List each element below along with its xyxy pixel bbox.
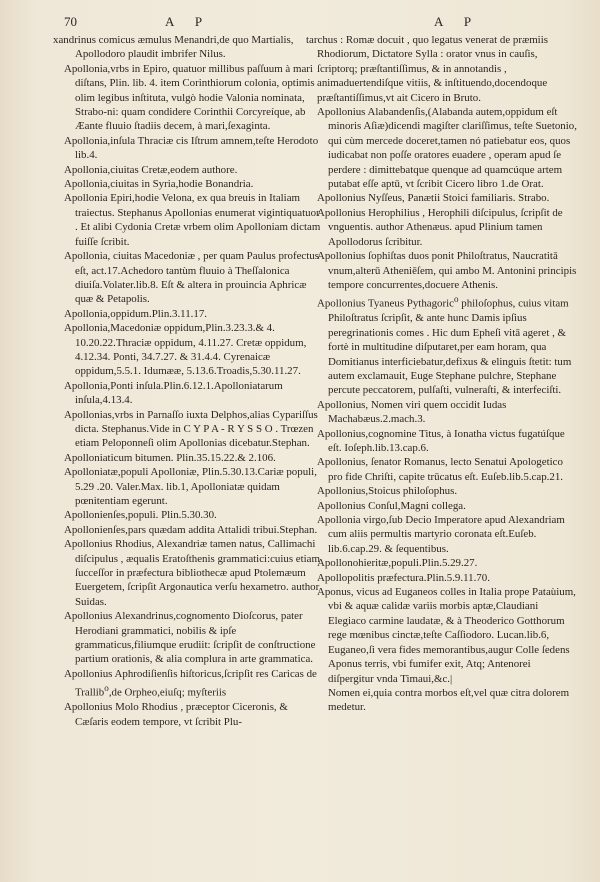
- dictionary-entry: Apollonia,ciuitas Cretæ,eodem authore.: [64, 163, 238, 176]
- dictionary-entry: Apollonius, Nomen viri quem occidit Iudas Machabæus.2.mach.3.: [317, 398, 507, 426]
- dictionary-entry: Apollonia,inſula Thraciæ cis Iſtrum amnem,teſte Herodoto lib.4.: [64, 134, 319, 162]
- page-number: 70: [64, 14, 77, 29]
- dictionary-entry: xandrinus comicus æmulus Menandri,de quo Martialis,: [53, 34, 294, 46]
- dictionary-entry: Apollonia Epiri,hodie Velona, ex qua breuis in Italiam traiectus. Stephanus Apollonias enumerat vigintiquatuor . Et alibi Cydonia Cretæ vrbem olim Apolloniam dictam fuiſſe ſcribit.: [64, 192, 321, 248]
- dictionary-entry: Apollonius Tyaneus Pythagoric$^o$ philoſophus, cuius vitam Philoſtratus ſcripſit, & ante hunc Damis ipſius peregrinationis comes . Hic dum Epheſi vitā ageret , & fortè in multitudine diſputaret,per eam horam, qua Domitianus interficiebatur,defixus & elinguis ſtetit: tum autem exclamauit, Euge Stephane pulchre, Stephane percute peccatorem, pulſaſti, vulneraſti, & interfeciſti.: [317, 294, 572, 397]
- dictionary-entry: Apollonia,Ponti inſula.Plin.6.12.1.Apolloniatarum inſula,4.13.4.: [64, 379, 283, 407]
- dictionary-entry: Apollonius Herophilius , Herophili diſcipulus, ſcripſit de vnguentis. author Athenæus. apud Plinium tamen Apollodorus ſcribitur.: [317, 206, 563, 248]
- dictionary-entry: Apollonienſes,pars quædam addita Attalidi tribui.Stephan.: [64, 523, 318, 536]
- quotation-line: Apollodoro plaudit imbrifer Nilus.: [75, 48, 226, 61]
- page-header: [0, 14, 600, 34]
- dictionary-entry: Apollonius Aphrodiſienſis hiſtoricus,ſcripſit res Caricas de Trallib$^o$,de Orpheo,eiuſq; myſteriis: [64, 667, 317, 699]
- left-column: [53, 33, 322, 729]
- dictionary-entry: Apollonias,vrbs in Parnaſſo iuxta Delphos,alias Cypariſſus dicta. Stephanus.Vide in C Y P A - R Y S S O . Trœzen etiam Peloponneſi olim Apollonias dicebatur.Stephan.: [64, 408, 318, 450]
- dictionary-entry: Apollonius Rhodius, Alexandriæ tamen natus, Callimachi diſcipulus , æqualis Eratoſthenis grammatici:cuius etiam ſucceſſor in præfectura bibliothecæ apud Ptolemæum Euergetem, ſcripſit Argonautica verſu hexametro. author Suidas.: [64, 538, 320, 608]
- dictionary-entry: Apollonia,ciuitas in Syria,hodie Bonandria.: [64, 178, 254, 191]
- dictionary-entry: Apollopolitis præfectura.Plin.5.9.11.70.: [317, 571, 490, 584]
- dictionary-entry: Nomen ei,quia contra morbos eſt,vel quæ citra dolorem medetur.: [328, 686, 570, 714]
- dictionary-entry: Apollonius,cognomine Titus, à Ionatha victus fugatúſque eſt. Ioſeph.lib.13.cap.6.: [317, 427, 565, 454]
- dictionary-entry: Apollonius,Stoicus philoſophus.: [317, 485, 458, 498]
- dictionary-entry: Apollonia, ciuitas Macedoniæ , per quam Paulus profectus eſt, act.17.Achedoro tantùm fluuio à Theſſalonica diuiſa.Volater.lib.8. Eſt & altera in prouincia Aphricæ quæ & Petapolis.: [64, 250, 319, 306]
- right-column: [306, 33, 579, 715]
- dictionary-entry: Apollonohieritæ,populi.Plin.5.29.27.: [317, 557, 478, 570]
- dictionary-entry: Apollonia,Macedoniæ oppidum,Plin.3.23.3.& 4. 10.20.22.Thraciæ oppidum, 4.11.27. Cretæ oppidum, 4.12.34. Ponti, 34.7.27. & 31.4.4. Cyrenaicæ oppidum,5.5.1. Idumææ, 5.13.6.Troadis,5.30.11.27.: [64, 322, 307, 378]
- dictionary-entry: Aponus, vicus ad Euganeos colles in Italia prope Pataùium, vbi & aquæ calidæ variis morbis aptæ,Claudiani Elegiaco carmine laudatæ, & à Theoderico Gotthorum rege mœnibus cinctæ,teſte Caſſiodoro. Lucan.lib.6, Euganeo,ſi vera fides memorantibus,augur Colle ſedens Aponus terris, vbi fumifer exit, Atq; Antenorei diſpergitur vnda Timaui,&c.|: [317, 586, 576, 685]
- dictionary-entry: Apollonius ſophiſtas duos ponit Philoſtratus, Naucratitā vnum,alterū Atheniēſem, qui ambo M. Antonini principis tempore concurrentes,docuere Athenis.: [317, 250, 577, 291]
- dictionary-entry: Apollonius Alabandenſis,(Alabanda autem,oppidum eſt minoris Aſiæ)dicendi magiſter clariſſimus, teſte Suetonio, qui cùm mercede doceret,tamen nó patiebatur eos, quos iudicabat non poſſe oratores euadere , operam apud ſe perdere : dimittebatque quenque ad quamcúque artem putabat eſſe aptū, vt ſcribit Cicero libro 1.de Orat.: [317, 106, 577, 191]
- dictionary-entry: Apollonius Nyſſeus, Panætii Stoici familiaris. Strabo.: [317, 192, 550, 205]
- dictionary-entry: Apollonia,vrbs in Epiro, quatuor millibus paſſuum à mari diſtans, Plin. lib. 4. item Corinthiorum colonia, optimis olim legibus inſtituta, vulgò hodie Valonia nominata, Strabo-ni: quam condidere Corinthii Corcyreíque, ab Æante fluuio ſtadiis decem, à mari,ſexaginta.: [64, 62, 315, 133]
- dictionary-entry: Apollonius, ſenator Romanus, lecto Senatui Apologetico pro fide Chriſti, capite trūcatus eſt. Euſeb.lib.5.cap.21.: [317, 456, 563, 483]
- dictionary-entry: Apolloniaticum bitumen. Plin.35.15.22.& 2.106.: [64, 451, 276, 464]
- dictionary-entry: Apollonienſes,populi. Plin.5.30.30.: [64, 509, 217, 522]
- dictionary-entry: Apollonia,oppidum.Plin.3.11.17.: [64, 307, 207, 320]
- dictionary-entry: Apollonia virgo,ſub Decio Imperatore apud Alexandriam cum aliis permultis martyrio coronata eſt.Euſeb. lib.6.cap.29. & ſequentibus.: [317, 514, 565, 555]
- dictionary-entry: Apolloniatæ,populi Apolloniæ, Plin.5.30.13.Cariæ populi, 5.29 .20. Valer.Max. lib.1, Apolloniatæ quidam pœnitentiam egerunt.: [64, 466, 317, 507]
- left-running-head: A P: [165, 14, 212, 29]
- dictionary-entry: Apollonius Alexandrinus,cognomento Dioſcorus, pater Herodiani grammatici, nobilis & ipſe grammaticus,filiumque erudiit: ſcripſit de conſtructione partium orationis, & alia complura in arte grammatica.: [64, 610, 316, 666]
- right-running-head: A P: [434, 14, 481, 29]
- dictionary-entry: Apollonius Molo Rhodius , præceptor Ciceronis, & Cæſaris eodem tempore, vt ſcribit Plu-: [64, 701, 288, 728]
- dictionary-entry: Apollonius Conſul,Magni collega.: [317, 499, 466, 512]
- dictionary-entry: tarchus : Romæ docuit , quo legatus venerat de præmiis Rhodiorum, Dictatore Sylla : orator vnus in cauſis, ſcriptorq; præſtantiſſimus, & in annotandis , animaduertendiſque vitiis, & inſtituendo,docendoque præſtantiſſimus,vt ait Cicero in Bruto.: [306, 34, 548, 104]
